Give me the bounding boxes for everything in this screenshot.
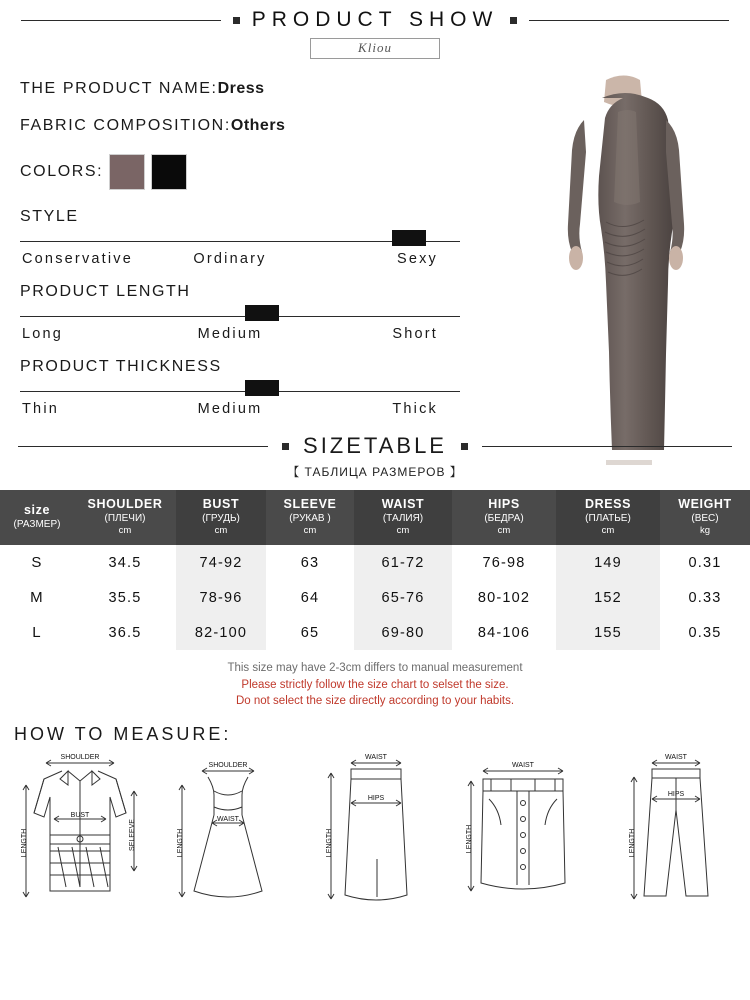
sizetable-square-left	[282, 443, 289, 450]
how-to-measure-figures	[0, 745, 750, 916]
header-title-row	[0, 8, 750, 32]
cell-sleeve: 64	[300, 589, 320, 606]
cell-sleeve: 63	[300, 554, 320, 571]
cell-bust: 82-100	[176, 615, 266, 650]
cell-weight: 0.31	[688, 554, 722, 571]
label-length: LENGTH	[21, 828, 28, 858]
measure-figure-mini-skirt	[453, 751, 593, 916]
col-weight-unit: kg	[699, 525, 711, 537]
col-weight	[660, 490, 750, 545]
size-table	[0, 490, 750, 650]
product-photo-illustration	[510, 72, 740, 472]
cell-dress: 152	[556, 580, 660, 615]
brand-label: Kliou	[310, 38, 440, 59]
cell-weight: 0.35	[688, 624, 722, 641]
thickness-scale-line	[20, 391, 460, 392]
sizetable-subtitle: 【 ТАБЛИЦА РАЗМЕРОВ 】	[287, 465, 463, 479]
col-dress-ru: (ПЛАТЬЕ)	[585, 512, 631, 524]
col-sleeve	[266, 490, 354, 545]
cell-waist: 65-76	[354, 580, 452, 615]
length-option-medium[interactable]: Medium	[197, 326, 263, 342]
fabric-line	[20, 117, 520, 135]
size-notes	[0, 660, 750, 710]
sizetable-rule-right	[482, 446, 732, 447]
product-photo	[510, 72, 740, 472]
cell-waist: 69-80	[354, 615, 452, 650]
table-row	[0, 615, 750, 650]
col-waist-ru: (ТАЛИЯ)	[382, 512, 424, 524]
thickness-option-thick[interactable]: Thick	[392, 401, 439, 417]
thickness-option-thin[interactable]: Thin	[22, 401, 60, 417]
sizetable-rule-left	[18, 446, 268, 447]
col-sleeve-unit: cm	[303, 525, 317, 537]
cell-size: L	[32, 624, 42, 641]
col-bust	[176, 490, 266, 545]
cell-shoulder: 35.5	[108, 589, 142, 606]
page-header	[0, 0, 750, 66]
how-to-measure-title: HOW TO MEASURE:	[14, 724, 232, 745]
color-swatch-1[interactable]	[109, 154, 145, 190]
col-bust-ru: (ГРУДЬ)	[202, 512, 240, 524]
thickness-title: PRODUCT THICKNESS	[20, 358, 222, 375]
col-dress	[556, 490, 660, 545]
sizetable-header	[0, 433, 750, 480]
sizetable-title: SIZETABLE	[303, 433, 447, 458]
label-length: LENGTH	[629, 828, 636, 858]
fabric-value: Others	[230, 117, 286, 134]
col-sleeve-main: SLEEVE	[283, 497, 337, 511]
col-hips-unit: cm	[497, 525, 511, 537]
col-shoulder-ru: (ПЛЕЧИ)	[104, 512, 146, 524]
cell-sleeve: 65	[300, 624, 320, 641]
style-options	[20, 251, 460, 267]
sizetable-square-right	[461, 443, 468, 450]
col-bust-unit: cm	[214, 525, 228, 537]
cell-shoulder: 34.5	[108, 554, 142, 571]
table-row	[0, 545, 750, 580]
label-length: LENGTH	[465, 824, 473, 854]
col-hips-ru: (БЕДРА)	[484, 512, 524, 524]
col-weight-main: WEIGHT	[678, 497, 732, 511]
col-size-ru: (РАЗМЕР)	[13, 518, 61, 530]
header-square-left	[233, 17, 240, 24]
style-option-sexy[interactable]: Sexy	[396, 251, 439, 267]
size-table-body	[0, 545, 750, 650]
colors-label: COLORS:	[20, 163, 104, 180]
style-option-conservative[interactable]: Conservative	[22, 251, 134, 267]
cell-shoulder: 36.5	[108, 624, 142, 641]
product-name-line	[20, 80, 520, 98]
thickness-scale	[20, 380, 460, 398]
label-shoulder: SHOULDER	[60, 754, 100, 762]
thickness-options	[20, 401, 460, 417]
size-table-header-row	[0, 490, 750, 545]
table-row	[0, 580, 750, 615]
col-size-main: size	[23, 502, 51, 517]
col-waist-unit: cm	[396, 525, 410, 537]
label-hips: HIPS	[667, 791, 685, 799]
style-group	[20, 208, 520, 267]
col-waist-main: WAIST	[381, 497, 425, 511]
measure-figure-shirt	[10, 751, 150, 916]
length-option-long[interactable]: Long	[22, 326, 64, 342]
col-size	[0, 490, 74, 545]
cell-dress: 155	[556, 615, 660, 650]
col-weight-ru: (ВЕС)	[691, 512, 719, 524]
col-shoulder	[74, 490, 176, 545]
col-dress-unit: cm	[601, 525, 615, 537]
sizetable-title-row	[0, 433, 750, 459]
label-waist: WAIST	[511, 762, 534, 770]
cell-hips: 76-98	[482, 554, 526, 571]
label-hips: HIPS	[367, 795, 385, 803]
style-title: STYLE	[20, 208, 79, 225]
label-length: LENGTH	[326, 828, 333, 858]
length-group	[20, 283, 520, 342]
length-title: PRODUCT LENGTH	[20, 283, 191, 300]
col-bust-main: BUST	[202, 497, 240, 511]
thickness-group	[20, 358, 520, 417]
measure-figure-tank-dress	[158, 751, 298, 916]
header-rule-left	[21, 20, 221, 21]
cell-dress: 149	[556, 545, 660, 580]
size-note-3: Do not select the size directly according to your habits.	[235, 695, 515, 708]
size-table-head	[0, 490, 750, 545]
cell-weight: 0.33	[688, 589, 722, 606]
header-square-right	[510, 17, 517, 24]
style-scale	[20, 230, 460, 248]
cell-waist: 61-72	[354, 545, 452, 580]
label-bust: BUST	[70, 812, 90, 820]
col-hips	[452, 490, 556, 545]
cell-bust: 74-92	[176, 545, 266, 580]
col-shoulder-main: SHOULDER	[87, 497, 163, 511]
cell-size: M	[30, 589, 44, 606]
measure-figure-pants	[600, 751, 740, 916]
specs-section	[0, 66, 540, 417]
label-waist: WAIST	[665, 754, 687, 762]
product-name-value: Dress	[217, 80, 265, 97]
style-marker	[392, 230, 426, 246]
color-swatch-2[interactable]	[151, 154, 187, 190]
cell-bust: 78-96	[176, 580, 266, 615]
size-note-1: This size may have 2-3cm differs to manual measurement	[227, 662, 523, 674]
label-sleeve: SELEEVE	[129, 819, 136, 851]
length-scale-line	[20, 316, 460, 317]
label-length: LENGTH	[176, 828, 184, 858]
col-hips-main: HIPS	[488, 497, 520, 511]
product-name-label: THE PRODUCT NAME:	[20, 80, 218, 97]
label-shoulder: SHOULDER	[208, 762, 247, 770]
col-waist	[354, 490, 452, 545]
measure-figure-skirt	[305, 751, 445, 916]
header-rule-right	[529, 20, 729, 21]
cell-hips: 80-102	[477, 589, 531, 606]
col-sleeve-ru: (РУКАВ )	[289, 512, 331, 524]
colors-row	[20, 154, 520, 190]
fabric-label: FABRIC COMPOSITION:	[20, 117, 231, 134]
length-options	[20, 326, 460, 342]
page-title: PRODUCT SHOW	[251, 8, 499, 31]
label-waist: WAIST	[365, 754, 387, 762]
size-note-2: Please strictly follow the size chart to selset the size.	[241, 678, 509, 691]
length-marker	[245, 305, 279, 321]
cell-hips: 84-106	[477, 624, 531, 641]
col-shoulder-unit: cm	[118, 525, 132, 537]
cell-size: S	[31, 554, 43, 571]
length-option-short[interactable]: Short	[392, 326, 439, 342]
length-scale	[20, 305, 460, 323]
thickness-marker	[245, 380, 279, 396]
thickness-option-medium[interactable]: Medium	[197, 401, 263, 417]
label-waist: WAIST	[216, 816, 239, 824]
style-option-ordinary[interactable]: Ordinary	[193, 251, 267, 267]
col-dress-main: DRESS	[584, 497, 632, 511]
